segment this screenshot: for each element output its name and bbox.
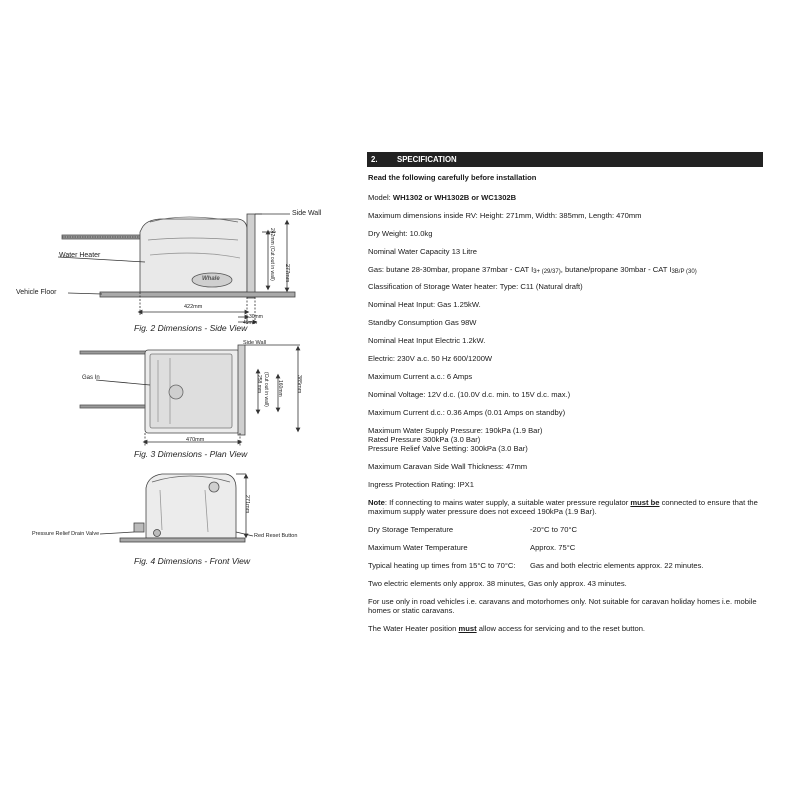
gas-spec-part-b: , butane/propane 30mbar - CAT I <box>560 265 672 274</box>
fig2-height-dimension: 277mm <box>284 264 290 283</box>
fig3-length-dimension: 470mm <box>186 437 205 443</box>
fig4-front-view-drawing <box>100 474 253 542</box>
heating-time-row <box>368 561 760 570</box>
position-emphasis: must <box>458 624 477 633</box>
heat-input-electric: Nominal Heat Input Electric 1.2kW. <box>368 336 486 345</box>
fig2-width-dimension: 422mm <box>184 304 203 310</box>
two-elements-time: Two electric elements only approx. 38 minutes, Gas only approx. 43 minutes. <box>368 579 627 588</box>
fig3-inner-dimension: 160mm <box>277 380 283 397</box>
nominal-voltage: Nominal Voltage: 12V d.c. (10.0V d.c. min. to 15V d.c. max.) <box>368 390 571 399</box>
standby-gas: Standby Consumption Gas 98W <box>368 318 477 327</box>
max-temp-label: Maximum Water Temperature <box>368 543 468 552</box>
fig3-cutout-note: (Cut out in wall) <box>263 372 269 407</box>
fig2-wall-dimension: 30mm <box>249 314 263 320</box>
classification: Classification of Storage Water heater: Type: C11 (Natural draft) <box>368 282 583 291</box>
max-dimensions: Maximum dimensions inside RV: Height: 271mm, Width: 385mm, Length: 470mm <box>368 211 642 220</box>
fig3-gas-in-label: Gas In <box>82 375 100 381</box>
technical-drawings <box>0 0 360 800</box>
section-header <box>367 152 763 167</box>
intro-text: Read the following carefully before installation <box>368 173 537 182</box>
road-use-notice: For use only in road vehicles i.e. caravans and motorhomes only. Not suitable for caravan holiday homes i.e. mobile homes or static caravans. <box>368 597 757 616</box>
max-current-ac: Maximum Current a.c.: 6 Amps <box>368 372 473 381</box>
gas-spec-part-a: Gas: butane 28-30mbar, propane 37mbar - CAT I <box>368 265 534 274</box>
heating-value: Gas and both electric elements approx. 22 minutes. <box>530 561 704 570</box>
section-title: SPECIFICATION <box>397 155 457 164</box>
fig4-reset-button-label: Red Reset Button <box>254 533 298 539</box>
whale-logo: Whale <box>202 276 220 282</box>
dry-storage-row <box>368 525 760 534</box>
wall-thickness: Maximum Caravan Side Wall Thickness: 47mm <box>368 462 528 471</box>
fig2-caption: Fig. 2 Dimensions - Side View <box>134 323 248 333</box>
fig3-cutout-dimension: 258 mm <box>256 375 262 394</box>
heat-input-gas: Nominal Heat Input: Gas 1.25kW. <box>368 300 481 309</box>
position-text-b: allow access for servicing and to the reset button. <box>476 624 646 633</box>
fig3-side-wall-label: Side Wall <box>243 340 267 346</box>
heating-label: Typical heating up times from 15°C to 70°C: <box>368 561 516 570</box>
electric-spec: Electric: 230V a.c. 50 Hz 600/1200W <box>368 354 493 363</box>
fig3-caption: Fig. 3 Dimensions - Plan View <box>134 449 248 459</box>
max-temp-row <box>368 543 760 552</box>
fig3-depth-dimension: 385mm <box>296 375 302 394</box>
section-number: 2. <box>371 155 378 164</box>
note-paragraph <box>368 498 760 517</box>
gas-category-2: 3B/P (30) <box>671 269 697 275</box>
model-value: WH1302 or WH1302B or WC1302B <box>392 193 517 202</box>
note-text-b: connected to ensure that the maximum supply water pressure does not exceed 190kPa (1.9 Bar). <box>368 498 758 517</box>
rated-pressure: Rated Pressure 300kPa (3.0 Bar) <box>368 435 481 444</box>
dry-storage-value: -20°C to 70°C <box>530 525 578 534</box>
specification-section <box>367 152 763 633</box>
position-notice <box>368 624 645 633</box>
gas-spec <box>368 265 697 277</box>
position-text-a: The Water Heater position <box>368 624 459 633</box>
relief-valve-setting: Pressure Relief Valve Setting: 300kPa (3.0 Bar) <box>368 444 528 453</box>
fig2-cutout-dimension: 242mm (Cut out in wall) <box>269 228 275 281</box>
water-capacity: Nominal Water Capacity 13 Litre <box>368 247 478 256</box>
fig4-caption: Fig. 4 Dimensions - Front View <box>134 556 251 566</box>
fig2-side-wall-label: Side Wall <box>292 210 322 217</box>
gas-category-1: 3+ (29/37) <box>533 269 561 275</box>
dry-storage-label: Dry Storage Temperature <box>368 525 454 534</box>
note-text-a: : If connecting to mains water supply, a suitable water pressure regulator <box>384 498 631 507</box>
max-current-dc: Maximum Current d.c.: 0.36 Amps (0.01 Amps on standby) <box>368 408 566 417</box>
fig4-drain-valve-label: Pressure Relief Drain Valve <box>32 531 100 537</box>
model-label: Model: <box>368 193 393 202</box>
model-line <box>368 193 516 202</box>
max-supply-pressure: Maximum Water Supply Pressure: 190kPa (1.9 Bar) <box>368 426 543 435</box>
note-emphasis: must be <box>630 498 660 507</box>
fig2-water-heater-label: Water Heater <box>59 252 101 259</box>
figures-panel <box>0 0 360 800</box>
ingress-rating: Ingress Protection Rating: IPX1 <box>368 480 474 489</box>
fig2-side-view-drawing <box>58 214 295 325</box>
fig2-wall2-dimension: 49mm <box>243 320 257 326</box>
fig2-vehicle-floor-label: Vehicle Floor <box>16 289 57 296</box>
fig4-height-dimension: 271mm <box>244 495 250 514</box>
max-temp-value: Approx. 75°C <box>530 543 576 552</box>
dry-weight: Dry Weight: 10.0kg <box>368 229 433 238</box>
note-label: Note <box>368 498 385 507</box>
